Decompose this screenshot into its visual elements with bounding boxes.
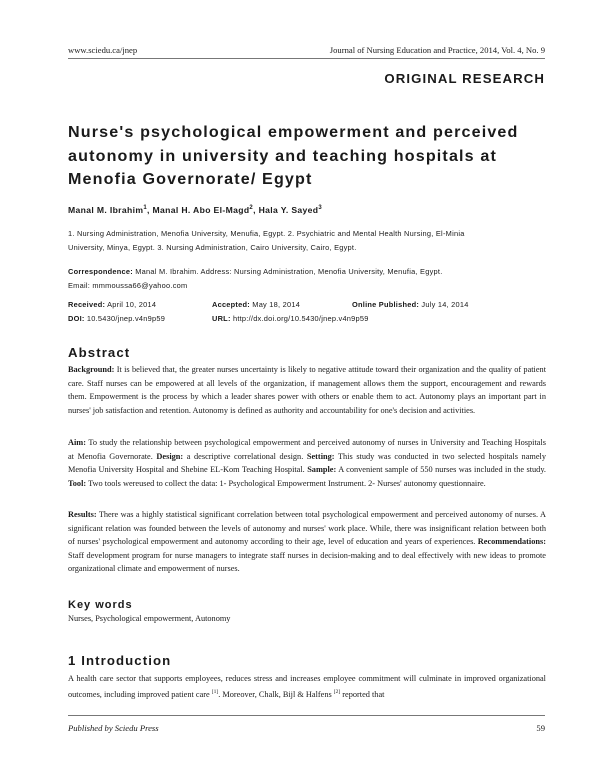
- author-name: Manal H. Abo El-Magd: [152, 205, 250, 215]
- author-name: Manal M. Ibrahim: [68, 205, 144, 215]
- footer-rule: [68, 715, 545, 716]
- author-affiliation-mark: 1: [143, 205, 148, 212]
- author-list: Manal M. Ibrahim$^1$, Manal H. Abo El-Magd$^2$, Hala Y. Sayed$^3$: [68, 205, 323, 215]
- accepted-label: Accepted:: [212, 300, 250, 309]
- citation-ref[interactable]: [1]: [211, 688, 219, 695]
- correspondence: [68, 265, 546, 292]
- doi-value[interactable]: 10.5430/jnep.v4n9p59: [84, 313, 166, 323]
- url-label: URL:: [212, 313, 231, 323]
- accepted-date: May 18, 2014: [249, 300, 301, 309]
- tool-text: Two tools wereused to collect the data: 1- Psychological Empowerment Instrument. 2- Nurses' autonomy questionnaire.: [86, 478, 486, 488]
- affiliations-line: 1. Nursing Administration, Menofia University, Menufia, Egypt. 2. Psychiatric and Mental Health Nursing, El-Minia: [68, 229, 465, 238]
- sample-text: A convenient sample of 550 nurses was included in the study.: [336, 465, 546, 474]
- url-value[interactable]: http://dx.doi.org/10.5430/jnep.v4n9p59: [230, 313, 369, 323]
- correspondence-email[interactable]: Email: mmmoussa66@yahoo.com: [68, 280, 188, 290]
- received-label: Received:: [68, 300, 106, 309]
- background-label: Background:: [68, 365, 115, 374]
- correspondence-text: Manal M. Ibrahim. Address: Nursing Administration, Menofia University, Menufia, Egypt.: [132, 267, 443, 276]
- publication-dates: [68, 298, 546, 325]
- introduction-heading: 1 Introduction: [68, 653, 172, 668]
- header-url[interactable]: www.sciedu.ca/jnep: [68, 45, 138, 55]
- page-number: 59: [536, 723, 545, 733]
- author-name: Hala Y. Sayed: [258, 205, 319, 215]
- results-label: Results:: [68, 510, 97, 519]
- background-text: It is believed that, the greater nurses uncertainty is likely to negative attitude toward their organization and the quality of patient care. Staff nurses can be empowered at all levels of the organization, if management allows them the support, encouragement and rewards them. Empowerment is the process by which a leader shares power with others or enable them to act. Autonomy plays an important part in nurses' job satisfaction and retention. Autonomy is defined as authority and accountability for one's decision and activities.: [68, 365, 546, 415]
- footer-publisher: Published by Sciedu Press: [68, 723, 159, 733]
- setting-label: Setting:: [306, 451, 335, 461]
- design-label: Design:: [156, 451, 184, 461]
- author-affiliation-mark: 3: [318, 205, 323, 212]
- received-date: April 10, 2014: [105, 300, 157, 309]
- tool-label: Tool:: [68, 478, 87, 488]
- introduction-sentence: A health care sector that supports employees, reduces stress and increases employee commitment will culminate in improved organizational outcomes, including improved patient care: [68, 674, 546, 699]
- abstract-background: [68, 363, 546, 417]
- online-date: July 14, 2014: [419, 300, 469, 309]
- abstract-heading: Abstract: [68, 345, 131, 360]
- header-journal: Journal of Nursing Education and Practice, 2014, Vol. 4, No. 9: [329, 45, 545, 55]
- introduction-text: [68, 672, 546, 701]
- affiliations: [68, 227, 546, 254]
- paper-title: Nurse's psychological empowerment and perceived autonomy in university and teaching hospitals at Menofia Governorate/ Egypt: [68, 123, 519, 188]
- recommendations-label: Recommendations:: [477, 537, 546, 546]
- aim-label: Aim:: [68, 438, 86, 447]
- introduction-sentence: . Moreover, Chalk, Bijl & Halfens: [218, 689, 334, 699]
- header-rule: [68, 58, 545, 59]
- citation-ref[interactable]: [2]: [333, 688, 341, 695]
- affiliations-line: University, Minya, Egypt. 3. Nursing Administration, Cairo University, Cairo, Egypt.: [68, 242, 357, 252]
- design-text: a descriptive correlational design.: [183, 451, 304, 461]
- recommendations-text: Staff development program for nurse managers to integrate staff nurses in decision-making and to deal effectively with new ideas to promote organizational climate and empowerment of nurses.: [68, 550, 546, 573]
- doi-label: DOI:: [68, 313, 85, 323]
- introduction-sentence: reported that: [340, 689, 385, 699]
- keywords-text: Nurses, Psychological empowerment, Autonomy: [68, 614, 231, 623]
- results-text: There was a highly statistical significant correlation between total psychological empowerment and perceived autonomy of nurses. A significant relation was founded between the levels of autonomy and nurses' work place. While, there was insignificant relation between both of nurses' psychological empowerment and autonomy according to their age, level of education and years of experiences.: [68, 510, 546, 546]
- correspondence-label: Correspondence:: [68, 267, 133, 276]
- setting-text: This study was conducted in two selected hospitals namely Menofia University Hospital and Shebine EL-Kom Teaching Hospital.: [68, 451, 546, 474]
- author-affiliation-mark: 2: [249, 205, 254, 212]
- online-label: Online Published:: [352, 300, 420, 309]
- keywords-heading: Key words: [68, 599, 133, 611]
- sample-label: Sample:: [307, 465, 337, 474]
- aim-text: To study the relationship between psychological empowerment and perceived autonomy of nurses in University and Teaching Hospitals at Menofia Governorate.: [68, 438, 546, 461]
- abstract-aim: [68, 436, 546, 490]
- section-tag: ORIGINAL RESEARCH: [384, 71, 545, 86]
- abstract-results: [68, 508, 546, 576]
